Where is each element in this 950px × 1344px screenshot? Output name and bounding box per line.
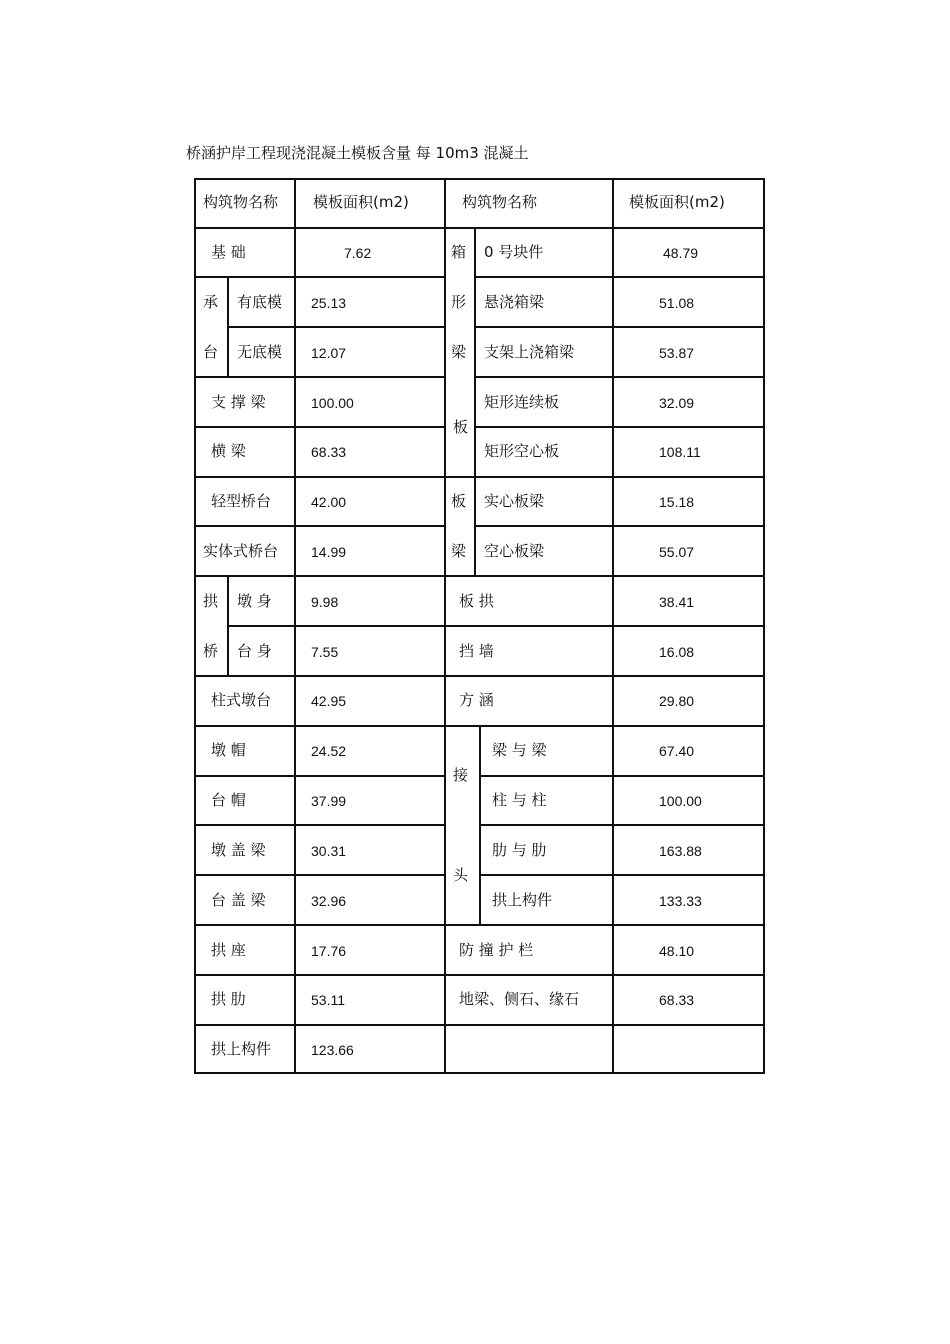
table-rule: [479, 725, 481, 924]
formwork-area: 53.87: [659, 345, 695, 361]
table-rule: [194, 178, 765, 180]
formwork-area: 123.66: [311, 1042, 354, 1058]
structure-name: 拱 座: [211, 941, 246, 959]
table-rule: [194, 924, 765, 926]
group-label: 箱: [451, 243, 467, 261]
formwork-area: 53.11: [311, 992, 345, 1008]
structure-name: 梁 与 梁: [492, 741, 547, 759]
formwork-area: 32.96: [311, 893, 347, 909]
structure-name: 墩 身: [237, 592, 272, 610]
structure-name: 肋 与 肋: [492, 841, 547, 859]
table-rule: [194, 376, 445, 378]
table-rule: [194, 775, 445, 777]
table-rule: [475, 276, 765, 278]
table-rule: [475, 326, 765, 328]
formwork-area: 7.55: [311, 644, 339, 660]
table-rule: [228, 326, 445, 328]
structure-name: 墩 盖 梁: [211, 841, 266, 859]
group-label: 桥: [203, 642, 219, 660]
table-rule: [480, 824, 765, 826]
structure-name: 有底模: [237, 293, 283, 311]
table-rule: [294, 178, 296, 1074]
formwork-area: 30.31: [311, 843, 347, 859]
table-rule: [194, 276, 445, 278]
structure-name: 实体式桥台: [203, 542, 279, 560]
formwork-area: 24.52: [311, 743, 347, 759]
structure-name: 支架上浇箱梁: [484, 343, 575, 361]
formwork-area: 68.33: [311, 444, 347, 460]
table-rule: [444, 178, 446, 1074]
structure-name: 无底模: [237, 343, 283, 361]
group-label: 承: [203, 293, 219, 311]
structure-name: 柱 与 柱: [492, 791, 547, 809]
formwork-area: 68.33: [659, 992, 695, 1008]
table-rule: [194, 974, 765, 976]
group-label: 板: [451, 492, 467, 510]
structure-name: 矩形连续板: [484, 393, 560, 411]
structure-name: 防 撞 护 栏: [459, 941, 534, 959]
structure-name: 墩 帽: [211, 741, 246, 759]
formwork-area: 17.76: [311, 943, 347, 959]
group-label: 头: [453, 866, 469, 884]
document-title: 桥涵护岸工程现浇混凝土模板含量 每 10m3 混凝土: [186, 144, 529, 162]
formwork-area: 32.09: [659, 395, 695, 411]
structure-name: 支 撑 梁: [211, 393, 266, 411]
table-rule: [480, 775, 765, 777]
table-rule: [194, 426, 445, 428]
formwork-area: 51.08: [659, 295, 695, 311]
formwork-area: 38.41: [659, 594, 695, 610]
structure-name: 横 梁: [211, 442, 246, 460]
formwork-area: 12.07: [311, 345, 347, 361]
group-label: 台: [203, 343, 219, 361]
table-rule: [480, 874, 765, 876]
formwork-area: 9.98: [311, 594, 339, 610]
table-rule: [194, 824, 445, 826]
structure-name: 台 帽: [211, 791, 246, 809]
table-rule: [228, 625, 765, 627]
structure-name: 实心板梁: [484, 492, 545, 510]
table-rule: [194, 1024, 765, 1026]
structure-name: 柱式墩台: [211, 691, 272, 709]
formwork-area: 42.95: [311, 693, 347, 709]
table-rule: [612, 178, 614, 1074]
formwork-area: 29.80: [659, 693, 695, 709]
formwork-area: 48.10: [659, 943, 695, 959]
table-rule: [475, 426, 765, 428]
table-rule: [194, 227, 765, 229]
table-rule: [474, 227, 476, 575]
formwork-area: 7.62: [344, 245, 372, 261]
table-rule: [194, 675, 765, 677]
table-rule: [475, 376, 765, 378]
table-rule: [194, 178, 196, 1074]
header-left-name: 构筑物名称: [203, 193, 279, 211]
structure-name: 拱上构件: [492, 891, 553, 909]
formwork-area: 163.88: [659, 843, 702, 859]
structure-name: 矩形空心板: [484, 442, 560, 460]
table-rule: [194, 525, 445, 527]
formwork-area: 133.33: [659, 893, 702, 909]
structure-name: 空心板梁: [484, 542, 545, 560]
table-rule: [227, 276, 229, 376]
formwork-area: 42.00: [311, 494, 347, 510]
structure-name: 悬浇箱梁: [484, 293, 545, 311]
table-rule: [194, 1072, 765, 1074]
structure-name: 地梁、侧石、缘石: [459, 990, 580, 1008]
formwork-area: 55.07: [659, 544, 695, 560]
structure-name: 台 盖 梁: [211, 891, 266, 909]
table-rule: [194, 476, 445, 478]
structure-name: 基 础: [211, 243, 246, 261]
table-rule: [763, 178, 765, 1074]
structure-name: 拱 肋: [211, 990, 246, 1008]
table-rule: [194, 874, 445, 876]
group-label: 梁: [451, 343, 467, 361]
formwork-area: 14.99: [311, 544, 347, 560]
group-label: 板: [453, 418, 469, 436]
table-rule: [475, 525, 765, 527]
header-right-name: 构筑物名称: [462, 193, 538, 211]
formwork-area: 100.00: [659, 793, 702, 809]
group-label: 梁: [451, 542, 467, 560]
formwork-area: 16.08: [659, 644, 695, 660]
group-label: 形: [451, 293, 467, 311]
structure-name: 0 号块件: [484, 243, 544, 261]
formwork-area: 25.13: [311, 295, 347, 311]
table-rule: [227, 575, 229, 675]
structure-name: 拱上构件: [211, 1040, 272, 1058]
structure-name: 台 身: [237, 642, 272, 660]
formwork-area: 48.79: [663, 245, 699, 261]
formwork-area: 15.18: [659, 494, 695, 510]
table-rule: [194, 575, 765, 577]
formwork-area: 108.11: [659, 444, 701, 460]
formwork-area: 67.40: [659, 743, 695, 759]
structure-name: 挡 墙: [459, 642, 494, 660]
structure-name: 轻型桥台: [211, 492, 272, 510]
structure-name: 方 涵: [459, 691, 494, 709]
group-label: 拱: [203, 592, 219, 610]
table-rule: [445, 476, 765, 478]
group-label: 接: [453, 766, 469, 784]
formwork-area: 100.00: [311, 395, 354, 411]
header-left-area: 模板面积(m2): [313, 193, 409, 211]
formwork-area: 37.99: [311, 793, 347, 809]
structure-name: 板 拱: [459, 592, 494, 610]
header-right-area: 模板面积(m2): [629, 193, 725, 211]
